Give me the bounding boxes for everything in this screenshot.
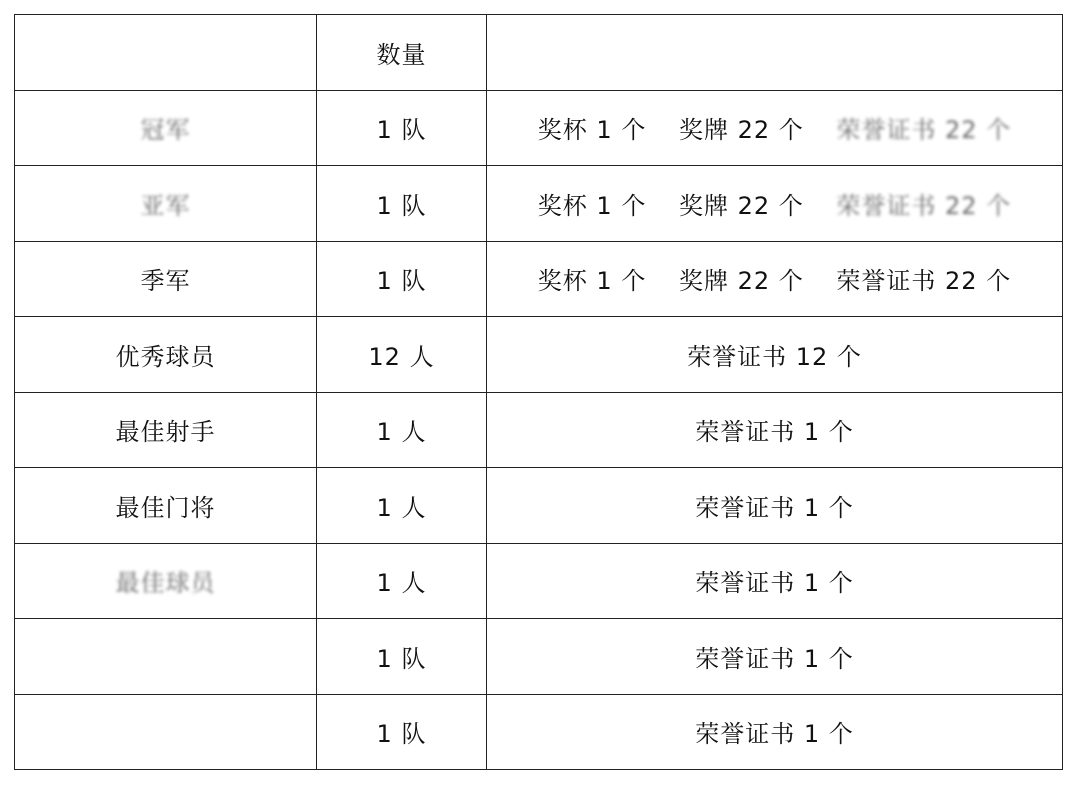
table-row xyxy=(15,392,1063,468)
reward-item-certificate: 荣誉证书 22 个 xyxy=(836,191,1012,220)
reward-item-medal: 奖牌 22 个 xyxy=(678,191,804,220)
quantity-value: 1 队 xyxy=(376,644,427,673)
reward-item-certificate: 荣誉证书 22 个 xyxy=(836,116,1012,145)
reward-value: 荣誉证书 1 个 xyxy=(695,493,854,522)
table-header-row xyxy=(15,15,1063,91)
reward-item-medal: 奖牌 22 个 xyxy=(678,267,804,296)
reward-cell xyxy=(487,241,1063,317)
award-cell xyxy=(15,90,317,166)
quantity-cell xyxy=(317,317,487,393)
table-row xyxy=(15,543,1063,619)
table-row xyxy=(15,241,1063,317)
quantity-cell xyxy=(317,543,487,619)
table-row xyxy=(15,694,1063,770)
quantity-value: 1 队 xyxy=(376,720,427,749)
award-name: 季军 xyxy=(140,267,191,296)
reward-cell xyxy=(487,317,1063,393)
reward-cell xyxy=(487,468,1063,544)
reward-cell xyxy=(487,543,1063,619)
reward-value: 荣誉证书 1 个 xyxy=(695,720,854,749)
quantity-value: 1 队 xyxy=(376,267,427,296)
quantity-cell xyxy=(317,392,487,468)
reward-item-trophy: 奖杯 1 个 xyxy=(537,191,647,220)
award-cell xyxy=(15,543,317,619)
award-cell xyxy=(15,619,317,695)
header-reward-cell xyxy=(487,15,1063,91)
quantity-cell xyxy=(317,90,487,166)
award-cell xyxy=(15,694,317,770)
quantity-value: 1 队 xyxy=(376,191,427,220)
table-row xyxy=(15,317,1063,393)
award-name: 亚军 xyxy=(140,191,191,220)
reward-items xyxy=(526,110,1023,145)
reward-cell xyxy=(487,166,1063,242)
header-award-cell xyxy=(15,15,317,91)
table-row xyxy=(15,619,1063,695)
reward-item-medal: 奖牌 22 个 xyxy=(678,116,804,145)
quantity-value: 1 人 xyxy=(376,418,427,447)
quantity-value: 12 人 xyxy=(368,342,435,371)
award-name: 最佳门将 xyxy=(115,493,216,522)
award-name: 最佳球员 xyxy=(115,569,216,598)
awards-table xyxy=(14,14,1063,770)
table-row xyxy=(15,468,1063,544)
award-cell xyxy=(15,241,317,317)
reward-cell xyxy=(487,392,1063,468)
award-cell xyxy=(15,392,317,468)
quantity-cell xyxy=(317,166,487,242)
quantity-cell xyxy=(317,694,487,770)
quantity-value: 1 队 xyxy=(376,116,427,145)
award-cell xyxy=(15,166,317,242)
reward-items xyxy=(526,261,1023,296)
quantity-cell xyxy=(317,619,487,695)
award-cell xyxy=(15,468,317,544)
quantity-value: 1 人 xyxy=(376,569,427,598)
award-cell xyxy=(15,317,317,393)
reward-value: 荣誉证书 1 个 xyxy=(695,644,854,673)
reward-item-trophy: 奖杯 1 个 xyxy=(537,116,647,145)
reward-value: 荣誉证书 1 个 xyxy=(695,418,854,447)
reward-cell xyxy=(487,619,1063,695)
reward-cell xyxy=(487,694,1063,770)
header-quantity-cell xyxy=(317,15,487,91)
quantity-cell xyxy=(317,468,487,544)
header-quantity-label: 数量 xyxy=(376,40,427,69)
reward-item-certificate: 荣誉证书 22 个 xyxy=(836,267,1012,296)
quantity-value: 1 人 xyxy=(376,493,427,522)
reward-item-trophy: 奖杯 1 个 xyxy=(537,267,647,296)
award-name: 冠军 xyxy=(140,116,191,145)
quantity-cell xyxy=(317,241,487,317)
reward-value: 荣誉证书 1 个 xyxy=(695,569,854,598)
reward-items xyxy=(526,186,1023,221)
reward-cell xyxy=(487,90,1063,166)
award-name: 优秀球员 xyxy=(115,342,216,371)
table-row xyxy=(15,166,1063,242)
table-row xyxy=(15,90,1063,166)
award-name: 最佳射手 xyxy=(115,418,216,447)
reward-value: 荣誉证书 12 个 xyxy=(687,342,862,371)
